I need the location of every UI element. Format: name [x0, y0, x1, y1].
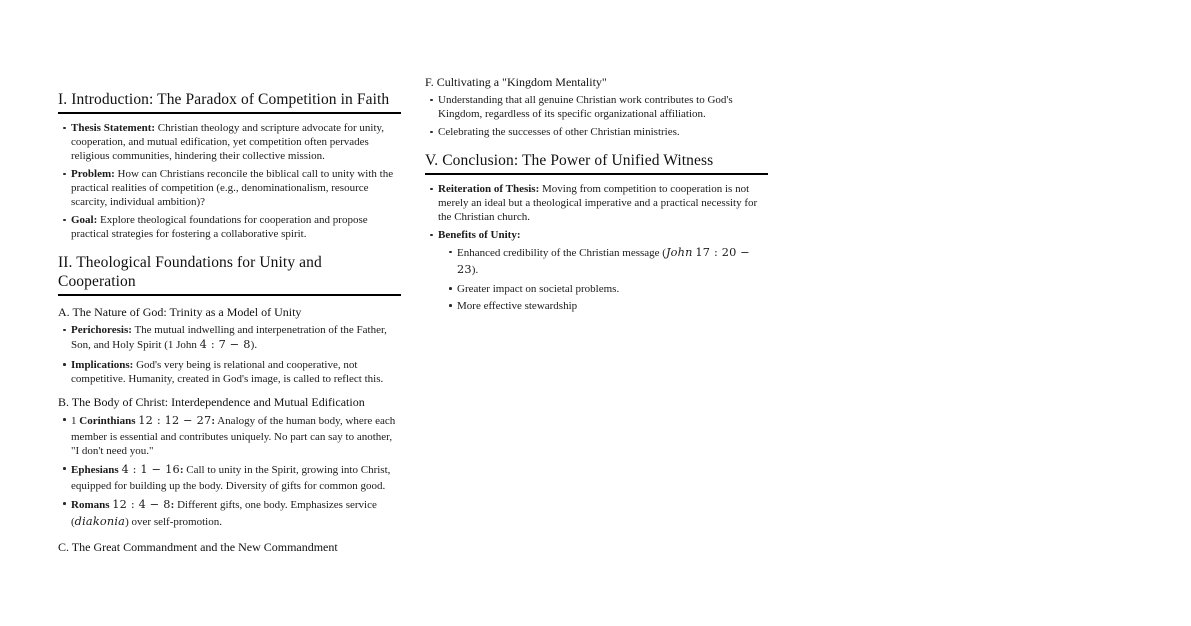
bullet-list [425, 182, 768, 313]
text-segment: Explore theological foundations for cooperation and propose practical strategies for fostering a collaborative spirit. [71, 214, 368, 240]
text-segment: diakonia [74, 514, 126, 528]
document-column-right [425, 0, 768, 555]
list-item [429, 182, 768, 224]
text-segment: Call to unity in the Spirit, growing into Christ, equipped for building up the body. Diversity of gifts for common good. [71, 463, 391, 492]
text-segment: 17 : 20 − 23 [457, 246, 750, 276]
text-segment: God's very being is relational and cooperative, not competitive. Humanity, created in God's image, is called to reflect this. [71, 358, 384, 385]
bullet-list [58, 413, 401, 531]
text-segment: : [170, 498, 175, 511]
text-segment: Problem: [71, 168, 115, 180]
list-item [62, 323, 401, 354]
bullet-list [58, 323, 401, 386]
text-segment: ). [250, 339, 258, 351]
text-segment: More effective stewardship [457, 299, 578, 312]
text-segment: 4 : 1 − 16 [121, 462, 180, 476]
text-segment: How can Christians reconcile the biblical call to unity with the practical realities of competition (e.g., denominationalism, resource scarcity, individual ambition)? [71, 168, 394, 208]
text-segment: 12 : 4 − 8 [112, 497, 171, 511]
subsection-heading [58, 540, 401, 555]
text-segment: 4 : 7 − 8 [199, 338, 251, 351]
bullet-list [58, 121, 401, 241]
text-segment: Greater impact on societal problems. [457, 282, 620, 295]
nested-bullet-list [438, 245, 768, 313]
text-segment: ). [471, 263, 479, 276]
text-segment: Benefits of Unity: [438, 229, 521, 241]
list-item [429, 93, 768, 121]
text-segment: 12 : 12 − 27 [138, 413, 212, 427]
list-item [448, 299, 768, 313]
text-segment: John [665, 246, 693, 259]
text-segment: Goal: [71, 214, 98, 226]
list-item [448, 245, 768, 279]
text-segment: The mutual indwelling and interpenetration of the Father, Son, and Holy Spirit (1 John [71, 324, 387, 351]
list-item [62, 121, 401, 163]
subsection-heading [425, 75, 768, 90]
text-segment: Romans [71, 498, 110, 511]
list-item [429, 125, 768, 139]
section-heading [58, 253, 401, 291]
list-item [62, 413, 401, 458]
section-heading [425, 151, 768, 170]
list-item [62, 167, 401, 209]
text-segment: ) over self-promotion. [125, 515, 222, 528]
text-segment: Perichoresis: [71, 324, 132, 336]
text-segment: Thesis Statement: [71, 122, 156, 134]
list-item [448, 282, 768, 296]
document-page [58, 0, 768, 555]
list-item [62, 213, 401, 241]
section-heading [58, 90, 401, 109]
heading-rule [58, 112, 401, 114]
text-segment: A. The Nature of God: Trinity as a Model of Unity [58, 305, 302, 319]
text-segment: C. The Great Commandment and the New Commandment [58, 539, 338, 554]
text-segment: Implications: [71, 358, 134, 371]
list-item [62, 358, 401, 386]
text-segment: Christian theology and scripture advocate for unity, cooperation, and mutual edification, yet competition often pervades religious communities, hindering their collective mission. [71, 122, 385, 162]
text-segment: Understanding that all genuine Christian work contributes to God's Kingdom, regardless of its specific organizational affiliation. [438, 94, 733, 120]
text-segment: Moving from competition to cooperation is not merely an ideal but a theological imperative and a practical necessity for the Christian church. [438, 183, 758, 223]
text-segment: Analogy of the human body, where each member is essential and contributes uniquely. No part can say to another, "I don't need you." [71, 414, 396, 457]
text-segment: I. Introduction: The Paradox of Competition in Faith [58, 91, 390, 108]
text-segment: Corinthians [79, 414, 136, 427]
text-segment: Different gifts, one body. Emphasizes service ( [71, 498, 377, 528]
subsection-heading [58, 305, 401, 320]
text-segment: : [179, 463, 184, 476]
text-segment: Celebrating the successes of other Christian ministries. [438, 126, 680, 138]
text-segment: B. The Body of Christ: Interdependence and Mutual Edification [58, 394, 365, 409]
list-item [62, 462, 401, 493]
text-segment: 1 [71, 414, 80, 427]
heading-rule [425, 173, 768, 175]
text-segment: Ephesians [71, 463, 119, 476]
text-segment: F. Cultivating a "Kingdom Mentality" [425, 75, 607, 89]
text-segment: V. Conclusion: The Power of Unified Witness [425, 152, 714, 169]
heading-rule [58, 294, 401, 296]
text-segment: Enhanced credibility of the Christian message ( [457, 247, 666, 259]
text-segment: Reiteration of Thesis: [438, 183, 540, 195]
text-segment: : [211, 414, 216, 427]
list-item [62, 497, 401, 531]
text-segment: II. Theological Foundations for Unity and Cooperation [58, 254, 322, 290]
document-column-left [58, 0, 401, 555]
list-item [429, 228, 768, 313]
subsection-heading [58, 395, 401, 410]
bullet-list [425, 93, 768, 139]
